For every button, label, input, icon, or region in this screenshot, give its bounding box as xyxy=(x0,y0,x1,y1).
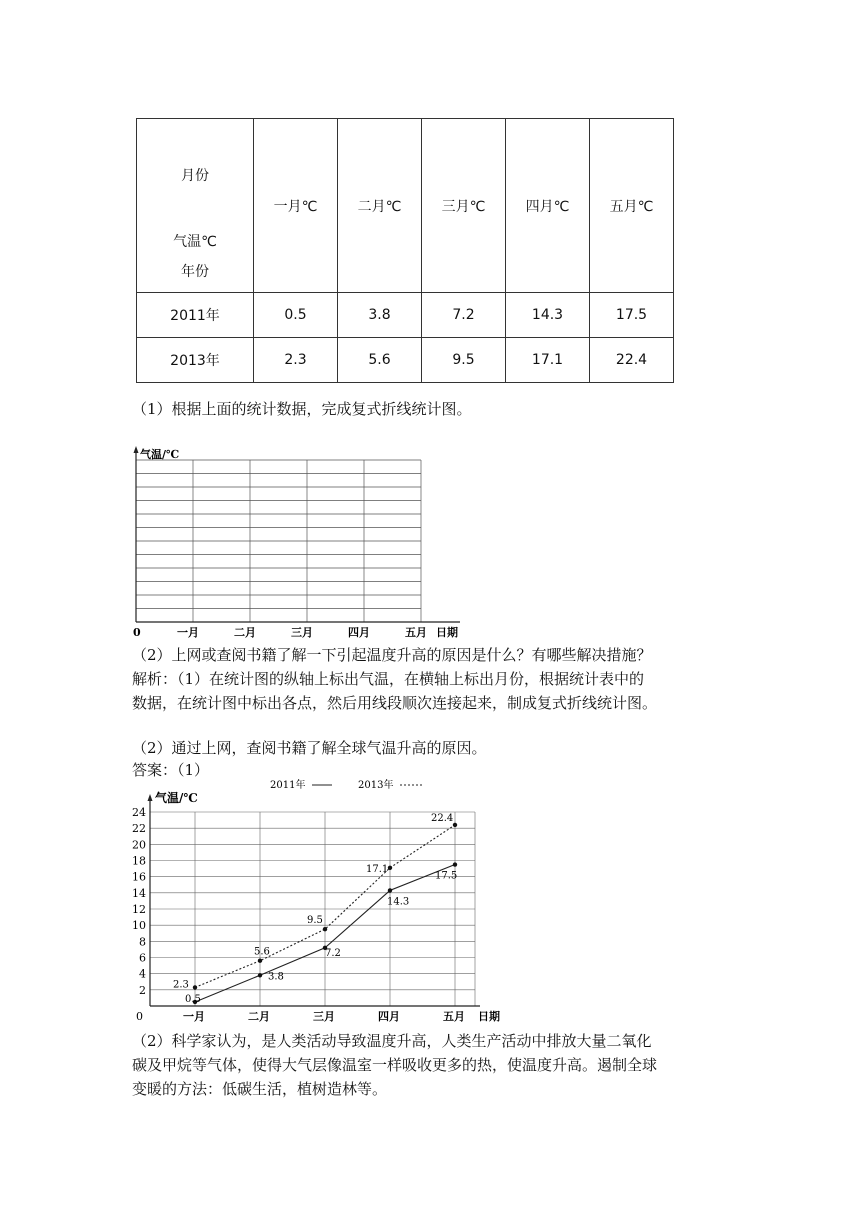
y-tick-label: 4 xyxy=(139,967,146,981)
legend-2013-label: 2013年 xyxy=(358,780,394,791)
x-tick-labels xyxy=(183,1010,465,1023)
y-tick-label: 16 xyxy=(132,870,146,884)
question-2: （2）上网或查阅书籍了解一下引起温度升高的原因是什么？有哪些解决措施？ xyxy=(132,646,652,664)
data-point xyxy=(388,866,392,870)
data-point xyxy=(323,927,327,931)
data-point xyxy=(453,862,457,866)
row-year: 2013年 xyxy=(137,338,254,383)
y-axis-arrow-icon xyxy=(148,794,153,801)
data-label: 7.2 xyxy=(325,947,341,959)
table-cell: 17.1 xyxy=(506,338,590,383)
table-cell: 9.5 xyxy=(422,338,506,383)
table-row xyxy=(137,338,674,383)
question-1: （1）根据上面的统计数据，完成复式折线统计图。 xyxy=(132,400,472,418)
data-point xyxy=(453,823,457,827)
chart-grid xyxy=(150,812,475,1006)
data-label: 22.4 xyxy=(431,812,454,824)
answer-line-chart xyxy=(128,776,508,1028)
x-tick-labels xyxy=(177,626,427,639)
y-axis-arrow-icon xyxy=(134,446,139,453)
y-tick-label: 22 xyxy=(132,822,146,836)
y-tick-label: 10 xyxy=(132,919,146,933)
x-tick-label: 一月 xyxy=(183,1010,205,1023)
data-point xyxy=(258,959,262,963)
x-tick-label: 二月 xyxy=(248,1010,270,1023)
data-label: 3.8 xyxy=(268,971,284,983)
y-tick-label: 12 xyxy=(132,903,146,916)
y-tick-label: 6 xyxy=(139,951,146,965)
x-tick-label: 二月 xyxy=(234,626,256,639)
column-header: 三月℃ xyxy=(422,119,506,293)
table-cell: 22.4 xyxy=(590,338,674,383)
column-header: 二月℃ xyxy=(338,119,422,293)
table-cell: 17.5 xyxy=(590,293,674,338)
data-point xyxy=(193,985,197,989)
x-tick-label: 三月 xyxy=(313,1010,335,1023)
corner-year-label: 年份 xyxy=(181,264,209,280)
answer-label: 答案：（1） xyxy=(132,761,210,779)
data-label: 17.5 xyxy=(435,870,458,882)
y-tick-label: 2 xyxy=(139,983,146,997)
origin-label: 0 xyxy=(133,626,141,639)
column-header: 一月℃ xyxy=(254,119,338,293)
chart-grid xyxy=(136,460,421,622)
y-tick-label: 18 xyxy=(132,854,146,868)
x-tick-label: 四月 xyxy=(348,626,370,639)
answer-2-line-1: （2）科学家认为，是人类活动导致温度升高，人类生产活动中排放大量二氧化 xyxy=(132,1032,652,1050)
analysis-line-2: 数据，在统计图中标出各点，然后用线段顺次连接起来，制成复式折线统计图。 xyxy=(132,694,658,712)
table-header-row xyxy=(137,119,674,293)
y-axis-label: 气温/℃ xyxy=(140,448,180,461)
table-row xyxy=(137,293,674,338)
y-tick-label: 14 xyxy=(132,886,146,900)
x-tick-label: 四月 xyxy=(378,1010,400,1023)
data-label: 17.1 xyxy=(366,863,389,875)
y-tick-label: 20 xyxy=(132,838,146,852)
data-point xyxy=(388,888,392,892)
x-axis-label: 日期 xyxy=(478,1010,500,1023)
x-tick-label: 三月 xyxy=(291,626,313,639)
table-corner-cell xyxy=(137,119,254,293)
x-tick-label: 一月 xyxy=(177,626,199,639)
y-axis-label: 气温/℃ xyxy=(155,791,198,805)
y-tick-label: 24 xyxy=(132,806,146,819)
data-label: 0.5 xyxy=(185,993,201,1005)
table-cell: 7.2 xyxy=(422,293,506,338)
data-label: 9.5 xyxy=(307,915,323,927)
data-label: 5.6 xyxy=(254,946,270,958)
origin-label: 0 xyxy=(136,1010,143,1023)
analysis-part-2: （2）通过上网，查阅书籍了解全球气温升高的原因。 xyxy=(132,739,487,757)
row-year: 2011年 xyxy=(137,293,254,338)
table-cell: 14.3 xyxy=(506,293,590,338)
column-header: 四月℃ xyxy=(506,119,590,293)
answer-2-line-2: 碳及甲烷等气体，使得大气层像温室一样吸收更多的热，使温度升高。遏制全球 xyxy=(132,1056,658,1074)
table-cell: 3.8 xyxy=(338,293,422,338)
corner-temp-label: 气温℃ xyxy=(173,234,217,250)
x-tick-label: 五月 xyxy=(405,626,427,639)
table-cell: 2.3 xyxy=(254,338,338,383)
table-cell: 5.6 xyxy=(338,338,422,383)
analysis-line-1: 解析：（1）在统计图的纵轴上标出气温，在横轴上标出月份，根据统计表中的 xyxy=(132,670,645,688)
x-axis-label: 日期 xyxy=(436,626,458,639)
corner-month-label: 月份 xyxy=(181,168,209,184)
empty-line-chart xyxy=(124,444,464,644)
data-label: 14.3 xyxy=(387,896,410,908)
table-cell: 0.5 xyxy=(254,293,338,338)
x-tick-label: 五月 xyxy=(443,1010,465,1023)
y-tick-labels xyxy=(132,806,146,997)
y-tick-label: 8 xyxy=(139,935,146,949)
legend-2011-label: 2011年 xyxy=(270,780,306,791)
data-point xyxy=(258,973,262,977)
temperature-table xyxy=(136,118,674,383)
column-header: 五月℃ xyxy=(590,119,674,293)
data-label: 2.3 xyxy=(173,979,189,991)
answer-2-line-3: 变暖的方法：低碳生活，植树造林等。 xyxy=(132,1080,388,1098)
